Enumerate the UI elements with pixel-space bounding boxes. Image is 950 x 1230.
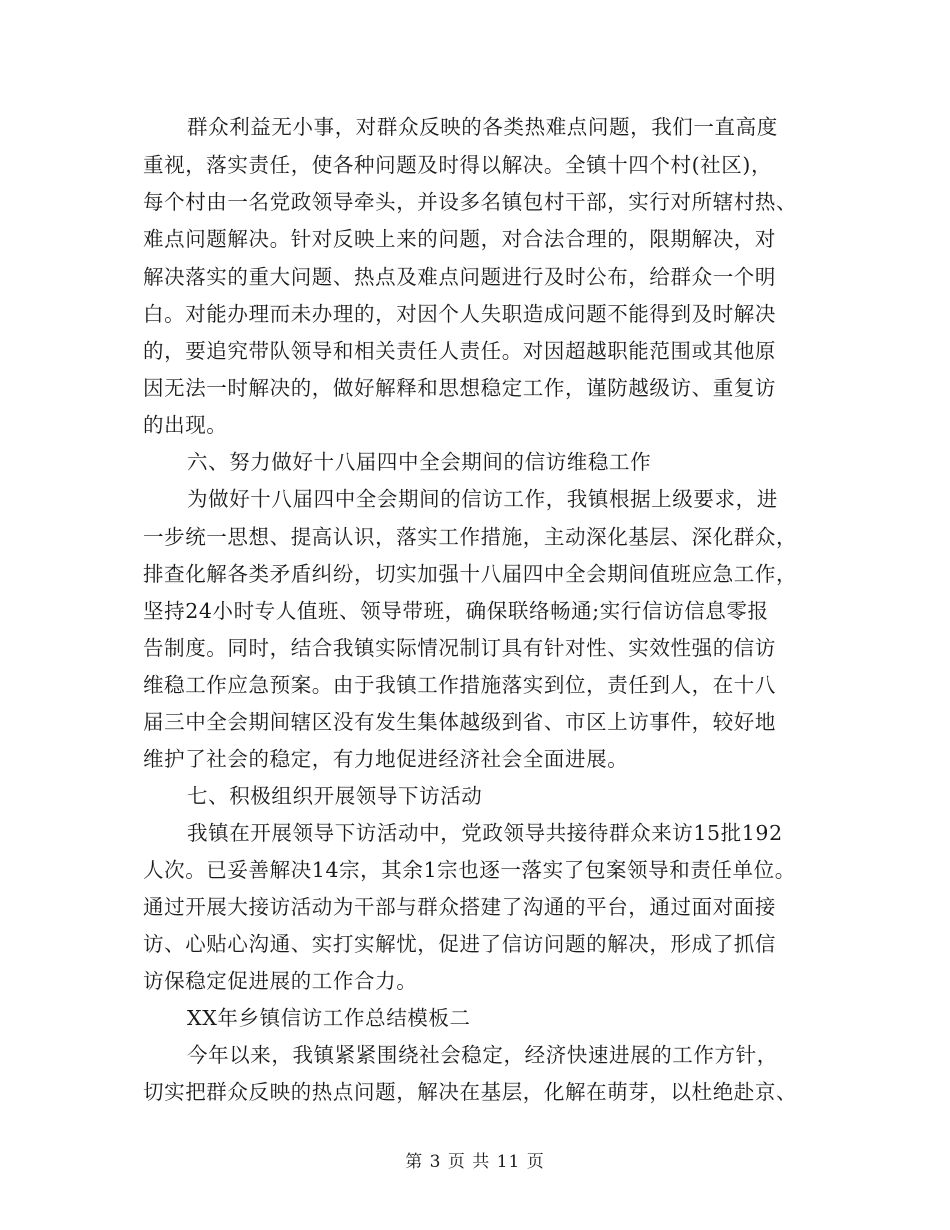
paragraph-line: 排查化解各类矛盾纠纷，切实加强十八届四中全会期间值班应急工作， (143, 562, 798, 586)
page-number-footer: 第 3 页 共 11 页 (405, 1152, 545, 1172)
paragraph-line: 因无法一时解决的，做好解释和思想稳定工作，谨防越级访、重复访 (143, 376, 776, 400)
paragraph-line: 访保稳定促进展的工作合力。 (143, 969, 418, 993)
section-heading: XX年乡镇信访工作总结模板二 (187, 1006, 471, 1030)
paragraph-line: 坚持24小时专人值班、领导带班，确保联络畅通;实行信访信息零报 (143, 599, 769, 623)
paragraph-line: 难点问题解决。针对反映上来的问题，对合法合理的，限期解决，对 (143, 227, 776, 251)
paragraph-line: 通过开展大接访活动为干部与群众搭建了沟通的平台，通过面对面接 (143, 895, 776, 919)
paragraph-line: 的，要追究带队领导和相关责任人责任。对因超越职能范围或其他原 (143, 339, 776, 363)
paragraph-line: 维护了社会的稳定，有力地促进经济社会全面进展。 (143, 747, 629, 771)
paragraph-line: 群众利益无小事，对群众反映的各类热难点问题，我们一直高度 (187, 115, 778, 139)
paragraph-line: 人次。已妥善解决14宗，其余1宗也逐一落实了包案领导和责任单位。 (143, 858, 796, 882)
paragraph-line: 一步统一思想、提高认识，落实工作措施，主动深化基层、深化群众， (143, 525, 798, 549)
paragraph-line: 访、心贴心沟通、实打实解忧，促进了信访问题的解决，形成了抓信 (143, 932, 776, 956)
paragraph-line: 告制度。同时，结合我镇实际情况制订具有针对性、实效性强的信访 (143, 636, 776, 660)
paragraph-line: 解决落实的重大问题、热点及难点问题进行及时公布，给群众一个明 (143, 265, 776, 289)
paragraph-line: 今年以来，我镇紧紧围绕社会稳定，经济快速进展的工作方针， (187, 1043, 778, 1067)
section-heading: 七、积极组织开展领导下访活动 (187, 784, 483, 808)
paragraph-line: 重视，落实责任，使各种问题及时得以解决。全镇十四个村(社区)， (143, 153, 773, 177)
paragraph-line: 届三中全会期间辖区没有发生集体越级到省、市区上访事件，较好地 (143, 710, 776, 734)
paragraph-line: 维稳工作应急预案。由于我镇工作措施落实到位，责任到人，在十八 (143, 673, 776, 697)
section-heading: 六、努力做好十八届四中全会期间的信访维稳工作 (187, 450, 652, 474)
paragraph-line: 白。对能办理而未办理的，对因个人失职造成问题不能得到及时解决 (143, 302, 776, 326)
paragraph-line: 切实把群众反映的热点问题，解决在基层，化解在萌芽，以杜绝赴京、 (143, 1080, 798, 1104)
paragraph-line: 为做好十八届四中全会期间的信访工作，我镇根据上级要求，进 (187, 487, 778, 511)
paragraph-line: 每个村由一名党政领导牵头，并设多名镇包村干部，实行对所辖村热、 (143, 190, 798, 214)
paragraph-line: 的出现。 (143, 413, 228, 437)
paragraph-line: 我镇在开展领导下访活动中，党政领导共接待群众来访15批192 (187, 821, 783, 845)
